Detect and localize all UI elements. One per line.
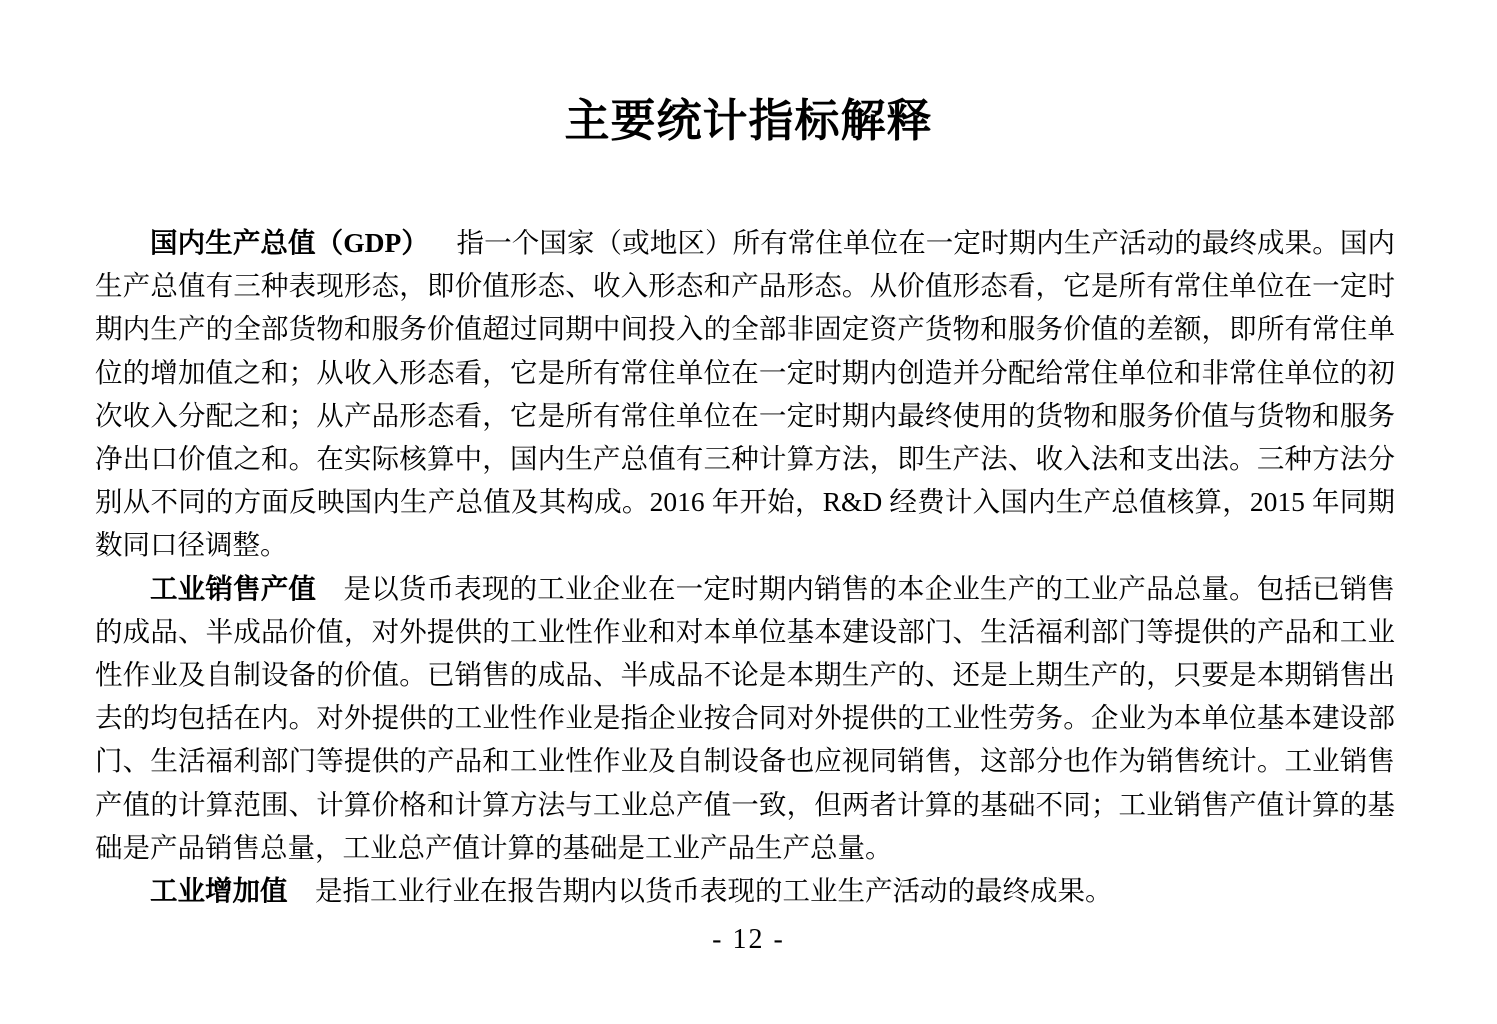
- term-industrial-sales-output: 工业销售产值: [150, 572, 317, 604]
- paragraph-industrial-added-value: [95, 869, 1395, 912]
- paragraph-gdp: [95, 221, 1395, 567]
- term-gdp: 国内生产总值（GDP）: [150, 227, 429, 258]
- definition-industrial-sales-output: 是以货币表现的工业企业在一定时期内销售的本企业生产的工业产品总量。包括已销售的成品、半成品价值，对外提供的工业性作业和对本单位基本建设部门、生活福利部门等提供的产品和工业性作业及自制设备的价值。已销售的成品、半成品不论是本期生产的、还是上期生产的，只要是本期销售出去的均包括在内。对外提供的工业性作业是指企业按合同对外提供的工业性劳务。企业为本单位基本建设部门、生活福利部门等提供的产品和工业性作业及自制设备也应视同销售，这部分也作为销售统计。工业销售产值的计算范围、计算价格和计算方法与工业总产值一致，但两者计算的基础不同；工业销售产值计算的基础是产品销售总量，工业总产值计算的基础是工业产品生产总量。: [95, 572, 1395, 863]
- page-number: - 12 -: [712, 924, 785, 955]
- document-content: [95, 221, 1395, 912]
- page-title: 主要统计指标解释: [564, 96, 933, 146]
- term-industrial-added-value: 工业增加值: [150, 875, 288, 907]
- definition-gdp: 指一个国家（或地区）所有常住单位在一定时期内生产活动的最终成果。国内生产总值有三种表现形态，即价值形态、收入形态和产品形态。从价值形态看，它是所有常住单位在一定时期内生产的全部货物和服务价值超过同期中间投入的全部非固定资产货物和服务价值的差额，即所有常住单位的增加值之和；从收入形态看，它是所有常住单位在一定时期内创造并分配给常住单位和非常住单位的初次收入分配之和；从产品形态看，它是所有常住单位在一定时期内最终使用的货物和服务价值与货物和服务净出口价值之和。在实际核算中，国内生产总值有三种计算方法，即生产法、收入法和支出法。三种方法分别从不同的方面反映国内生产总值及其构成。2016 年开始，R&D 经费计入国内生产总值核算，2015 年同期数同口径调整。: [95, 227, 1395, 561]
- paragraph-industrial-sales-output: [95, 567, 1395, 869]
- definition-industrial-added-value: 是指工业行业在报告期内以货币表现的工业生产活动的最终成果。: [315, 875, 1113, 907]
